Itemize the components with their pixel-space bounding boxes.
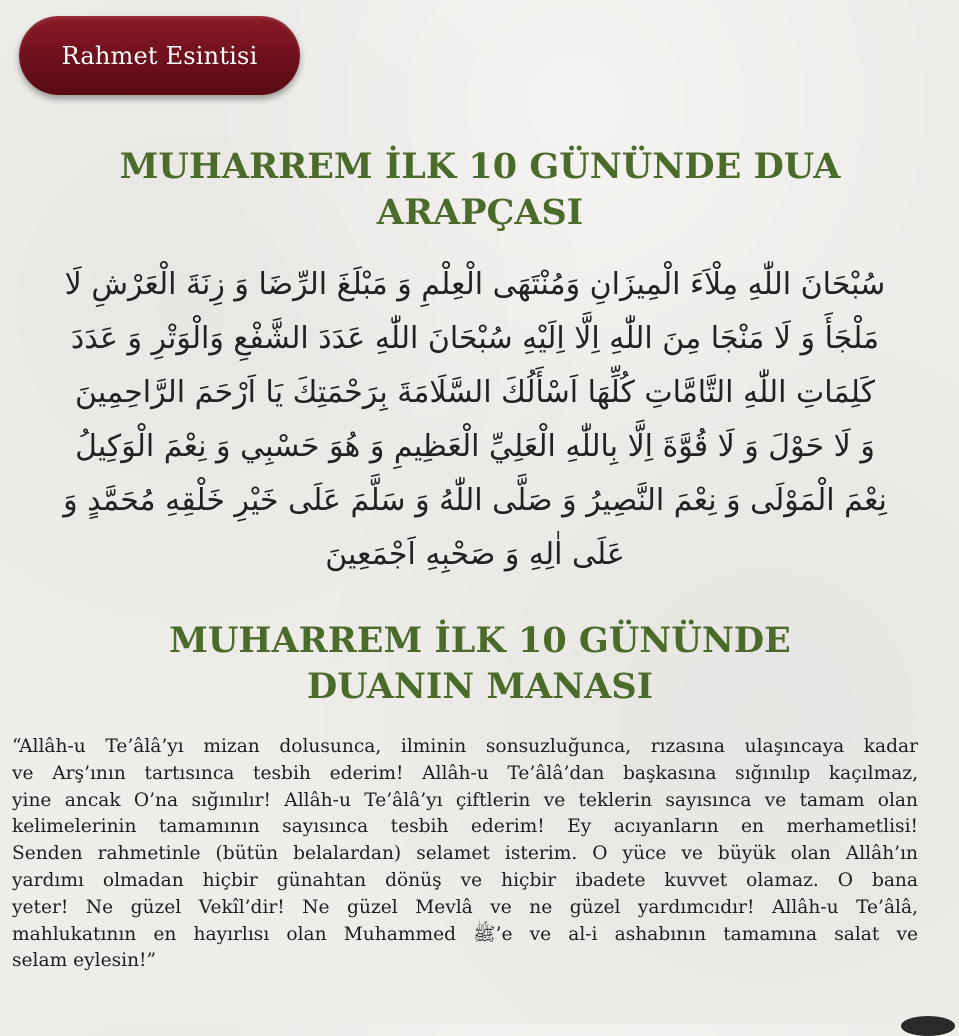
arabic-line: وَ لَا حَوْلَ وَ لَا قُوَّةَ اِلَّا بِاللّٰهِ الْعَلِيِّ الْعَظِيمِ وَ هُوَ حَسْبِي وَ نِعْمَ الْوَكِيلُ — [75, 429, 875, 464]
corner-shape — [901, 1016, 955, 1036]
title-line: MUHARREM İLK 10 GÜNÜNDE — [169, 620, 791, 661]
arabic-line: نِعْمَ الْمَوْلَى وَ نِعْمَ النَّصِيرُ وَ صَلَّى اللّٰهُ وَ سَلَّمَ عَلَى خَيْرِ خَلْقِهِ مُحَمَّدٍ وَ — [63, 483, 887, 518]
arabic-section-title — [60, 144, 900, 236]
meaning-line: yine ancak O’na sığınılır! Allâh-u Te’âlâ’yı çiftlerin ve teklerin sayısınca ve tamam olan — [12, 789, 918, 811]
meaning-section-title — [60, 618, 900, 710]
arabic-line: كَلِمَاتِ اللّٰهِ التَّامَّاتِ كُلِّهَا اَسْأَلُكَ السَّلَامَةَ بِرَحْمَتِكَ يَا اَرْحَمَ الرَّاحِمِينَ — [75, 375, 875, 410]
meaning-line: mahlukatının en hayırlısı olan Muhammed ﷺ’e ve al-i ashabının tamamına salat ve — [12, 923, 918, 945]
title-line: MUHARREM İLK 10 GÜNÜNDE DUA — [119, 146, 841, 187]
meaning-line: ve Arş’ının tartısınca tesbih ederim! Allâh-u Te’âlâ’dan başkasına sığınılıp kaçılmaz, — [12, 762, 918, 784]
meaning-line: selam eylesin!” — [12, 950, 157, 972]
title-line: ARAPÇASI — [376, 192, 584, 233]
meaning-line: kelimelerinin tamamının sayısınca tesbih ederim! Ey acıyanların en merhametlisi! — [12, 816, 918, 838]
title-line: DUANIN MANASI — [306, 666, 654, 707]
meaning-line: Senden rahmetinle (bütün belalardan) selamet isterim. O yüce ve büyük olan Allâh’ın — [12, 843, 918, 865]
brand-badge — [19, 16, 300, 95]
arabic-line: مَلْجَأَ وَ لَا مَنْجَا مِنَ اللّٰهِ اِلَّا اِلَيْهِ سُبْحَانَ اللّٰهِ عَدَدَ الشَّفْعِ وَالْوَتْرِ وَ عَدَدَ — [70, 321, 880, 356]
brand-badge-label: Rahmet Esintisi — [61, 41, 258, 70]
arabic-line: سُبْحَانَ اللّٰهِ مِلْاَءَ الْمِيزَانِ وَمُنْتَهَى الْعِلْمِ وَ مَبْلَغَ الرِّضَا وَ زِنَةَ الْعَرْشِ لَا — [64, 267, 886, 302]
meaning-line: “Allâh-u Te’âlâ’yı mizan dolusunca, ilminin sonsuzluğunca, rızasına ulaşıncaya kadar — [12, 736, 918, 757]
arabic-line: عَلَى اٰلِهِ وَ صَحْبِهِ اَجْمَعِينَ — [325, 537, 625, 572]
prayer-meaning-text — [12, 734, 918, 975]
meaning-line: yardımı olmadan hiçbir günahtan dönüş ve hiçbir ibadete kuvvet olamaz. O bana — [12, 869, 918, 891]
arabic-prayer-text — [12, 258, 938, 582]
meaning-line: yeter! Ne güzel Vekîl’dir! Ne güzel Mevlâ ve ne güzel yardımcıdır! Allâh-u Te’âlâ, — [12, 896, 918, 918]
